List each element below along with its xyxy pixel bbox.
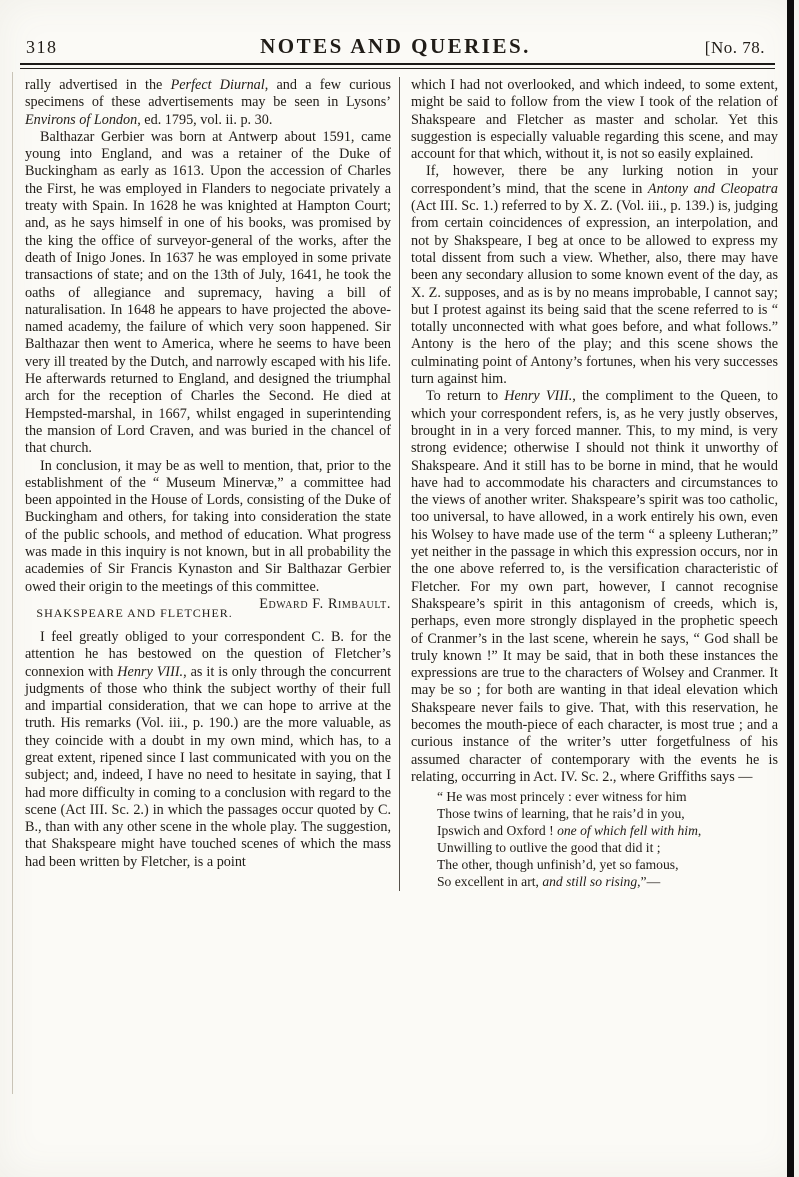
text-run: ,”— (637, 873, 661, 889)
paragraph (25, 129, 391, 458)
verse-line (437, 806, 778, 823)
verse-line (437, 857, 778, 874)
column-right (411, 77, 778, 891)
text-run: Balthazar Gerbier was born at Antwerp about 1591, came young into England, and was a retainer of the Duke of Buckingham as early as 1613. Upon the accession of Charles the First, he was employed in Flanders to negociate privately a treaty with Spain. In 1628 he was knighted at Hampton Court; and, as he says himself in one of his books, was promised by the king the office of surveyor-general of the works, after the death of Inigo Jones. In 1637 he was employed in some private transactions of state; and on the 13th of July, 1641, he took the oaths of allegiance and supremacy, having a bill of naturalisation. In 1648 he appears to have projected the above-named academy, the failure of which very soon happened. Sir Balthazar then went to America, where he seems to have been very ill treated by the Dutch, and narrowly escaped with his life. He afterwards returned to England, and designed the triumphal arch for the reception of Charles the Second. He died at Hempsted-marshal, in 1667, whilst engaged in superintending the mansion of Lord Craven, and was buried in the chancel of that church. (25, 128, 391, 457)
text-run: I feel greatly obliged to your correspondent C. B. for the attention he has bestowed on the question of Fletcher’s connexion with (25, 628, 391, 680)
verse-quote (437, 789, 778, 890)
text-run: , as it is only through the concurrent judgments of those who think the subject worthy of their full and impartial consideration, that we can hope to arrive at the truth. His remarks (Vol. iii., p. 190.) are the more valuable, as they coincide with a doubt in my own mind, which has, to a great extent, ripened since I last communicated with you on the subject; and, indeed, I have no need to hesitate in saying, that I had more difficulty in coming to a conclusion with regard to the scene (Act III. Sc. 2.) in which the passages occur quoted by C. B., than with any other scene in the whole play. The suggestion, that Shakspeare might have touched scenes of which the mass had been written by Fletcher, is a point (25, 663, 392, 870)
paragraph (411, 388, 778, 786)
italic-phrase: Henry VIII. (504, 388, 573, 405)
text-run: rally advertised in the (25, 77, 171, 93)
paragraph (25, 457, 391, 612)
page-header (26, 34, 765, 62)
text-run: , ed. 1795, vol. ii. p. 30. (137, 111, 273, 128)
column-left (25, 77, 391, 891)
text-run: , (697, 822, 702, 838)
verse-line (437, 789, 778, 806)
italic-phrase: Antony and Cleopatra (647, 180, 778, 197)
verse-line (437, 823, 778, 840)
journal-title: NOTES AND QUERIES. (260, 34, 531, 58)
paragraph (25, 629, 391, 871)
text-run: Unwilling to outlive the good that did it ; (437, 839, 661, 855)
text-run: Ipswich and Oxford ! (437, 822, 558, 838)
italic-phrase: one of which fell with him (557, 822, 698, 838)
header-rule (20, 63, 775, 69)
text-run: Those twins of learning, that he rais’d in you, (437, 806, 685, 822)
text-run: which I had not overlooked, and which indeed, to some extent, might be said to follow from the view I took of the relation of Shakspeare and Fletcher as master and scholar. Yet this suggestion is especially valuable regarding this scene, and may account for that which, without it, is not so easily explained. (411, 77, 778, 163)
section-heading: SHAKSPEARE AND FLETCHER. (36, 605, 233, 620)
issue-number: [No. 78. (704, 38, 765, 57)
verse-line (437, 840, 778, 857)
text-run: If, however, there be any lurking notion in your correspondent’s mind, that the scene in (411, 163, 778, 197)
text-run: The other, though unfinish’d, yet so famous, (437, 856, 679, 872)
text-run: To return to (426, 388, 505, 405)
text-run: “ He was most princely : ever witness for him (437, 789, 687, 805)
text-columns (25, 77, 778, 891)
column-divider (399, 77, 400, 891)
author-signature: Edward F. Rimbault. (259, 595, 391, 612)
paragraph (411, 77, 778, 163)
text-run: , the compliment to the Queen, to which your correspondent refers, is, as he very justly observes, brought in in a very forced manner. This, to my mind, is very strong evidence; otherwise I should not think it unworthy of Shakspeare. And it still has to be borne in mind, that he would have had to accommodate his characters and circumstances to the views of another writer. Shakspeare’s spirit was too catholic, too universal, to have allowed, in a work entirely his own, even his Wolsey to have made use of the term “ a spleeny Lutheran;” yet neither in the passage in which this expression occurs, nor in the one above referred to, is the versification characteristic of Fletcher. For my own part, however, I cannot recognise Shakspeare’s spirit in this antagonism of creeds, which is, perhaps, even more strongly displayed in the prophetic speech of Cranmer’s in the last scene, wherein he says, “ God shall be truly known !” It may be said, that in both these instances the expressions are true to the characters of Wolsey and Cranmer. It may be so ; for both are wanting in that ideal elevation which Shakspeare never fails to give. That, with this reservation, he becomes the mouth-piece of each character, is most true ; and a curious instance of the writer’s utter forgetfulness of his assumed character of contemporary with the events he is relating, occurring in Act. IV. Sc. 2., where Griffiths says — (411, 388, 778, 785)
paragraph (411, 163, 778, 388)
italic-phrase: Perfect Diurnal (170, 77, 265, 93)
italic-phrase: and still so rising (542, 873, 638, 889)
verse-line (437, 874, 778, 891)
text-run: In conclusion, it may be as well to mention, that, prior to the establishment of the “ Museum Minervæ,” a committee had been appointed in the House of Lords, consisting of the Duke of Buckingham and others, for taking into consideration the state of the public schools, and method of education. What progress was made in this inquiry is not known, but in all probability the academies of Sir Francis Kynaston and Sir Balthazar Gerbier owed their origin to the meetings of this committee. (25, 457, 391, 595)
page-number: 318 (26, 37, 58, 57)
text-run: So excellent in art, (437, 873, 543, 889)
text-run: (Act III. Sc. 1.) referred to by X. Z. (Vol. iii., p. 139.) is, judging from certain coincidences of expression, an interpolation, and not by Shakspeare, I beg at once to be allowed to express my total dissent from such a view. Whether, also, there may have been any secondary allusion to some known event of the day, as X. Z. supposes, and as is by no means improbable, I cannot say; but I protest against its being said that the scene referred to is “ totally unconnected with what goes before, and what follows.” Antony is the hero of the play; and this scene shows the culminating point of Antony’s fortunes, when his very successes turn against him. (411, 198, 778, 388)
italic-phrase: Environs of London (25, 111, 138, 128)
text-run: , and a few curious specimens of these advertisements may be seen in Lysons’ (25, 77, 391, 111)
paragraph (25, 77, 391, 129)
scan-edge-bar (787, 0, 794, 1177)
left-margin-rule (12, 72, 13, 1094)
italic-phrase: Henry VIII. (117, 663, 184, 680)
